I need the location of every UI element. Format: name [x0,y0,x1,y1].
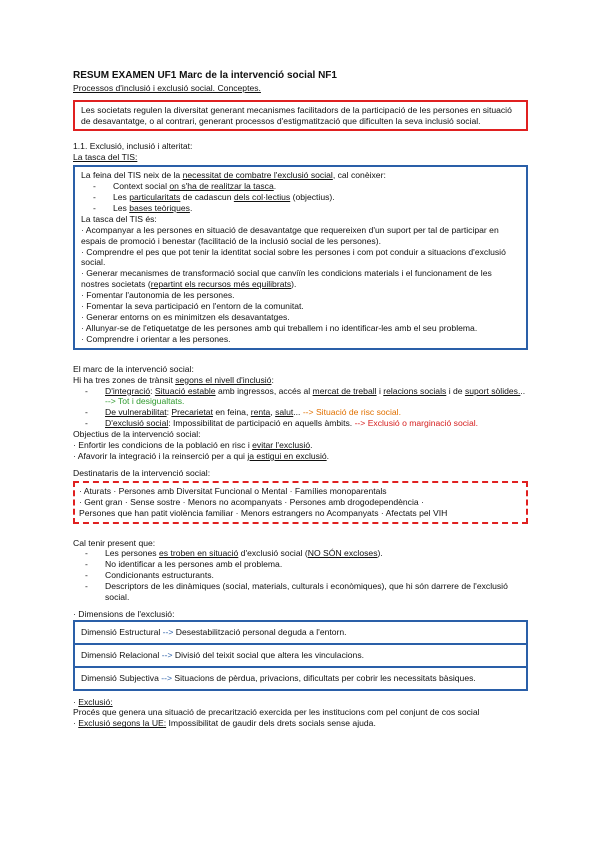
section-heading-1-1: 1.1. Exclusió, inclusió i alteritat: [73,141,193,152]
list-item: - Les particularitats de cadascun dels col·lectius (objectius). [81,192,520,203]
list-item: - Les bases teòriques. [81,203,520,214]
dimension-row: Dimensió Subjectiva --> Situacions de pèrdua, privacions, dificultats per cobrir les necessitats bàsiques. [81,672,476,683]
document-subtitle: Processos d'inclusió i exclusió social. Conceptes. [73,82,261,93]
tis-box [73,165,528,350]
tis-intro: La feina del TIS neix de la necessitat de combatre l'exclusió social, cal conèixer: [81,170,386,181]
zone-exclusio: - D'exclusió social: Impossibilitat de participació en aquells àmbits. --> Exclusió o marginació social. [73,418,528,429]
list-item: - Les persones es troben en situació d'exclusió social (NO SÓN excloses). [73,548,528,559]
objective-item: · Afavorir la integració i la reinserció per a qui ja estigui en exclusió. [73,450,330,461]
document-page [73,70,528,729]
task-item: · Allunyar-se de l'etiquetatge de les persones amb qui treballem i no identificar-les amb el seu problema. [81,322,478,333]
zone-integracio: - D'integració: Situació estable amb ingressos, accés al mercat de treball i relacions socials i de suport sòlides... --> Tot i desigualtats. [73,386,528,408]
exclusio-definition: Procés que genera una situació de precarització exercida per les institucions com pel conjunt de cos social [73,707,480,718]
cal-list [73,548,528,603]
task-item: · Comprendre i orientar a les persones. [81,333,231,344]
list-item: - No identificar a les persones amb el problema. [73,559,528,570]
exclusio-ue: · Exclusió segons la UE: Impossibilitat de gaudir dels drets socials sense ajuda. [73,718,376,729]
list-item: - Descriptors de les dinàmiques (social, materials, culturals i econòmiques), que hi són darrere de l'exclusió social. [73,581,528,603]
dimension-row: Dimensió Relacional --> Divisió del teixit social que altera les vinculacions. [75,645,526,668]
destinataris-box [73,481,528,524]
destinataris-line: · Gent gran · Sense sostre · Menors no acompanyats · Persones amb drogodependència · [79,496,424,507]
intro-box [73,100,528,132]
dimensions-box [73,620,528,691]
task-item: · Generar mecanismes de transformació social que canviïn les condicions materials i el funcionament de les nostres societats (repartint els recursos més equilibrats). [81,268,492,290]
task-item: · Acompanyar a les persones en situació de desavantatge que requereixen d'un suport per tal de participar en espais de promoció i benestar (facilitació de la inclusió social de les persones). [81,224,499,246]
zone-vulnerabilitat: - De vulnerabilitat: Precarietat en feina, renta, salut... --> Situació de risc social. [73,407,528,418]
marc-heading: El marc de la intervenció social: [73,363,194,374]
exclusio-heading: · Exclusió: [73,696,113,707]
list-item: - Condicionants estructurants. [73,570,528,581]
destinataris-line: · Aturats · Persones amb Diversitat Funcional o Mental · Famílies monoparentals [79,485,387,496]
cal-heading: Cal tenir present que: [73,537,156,548]
zones-list [73,386,528,430]
list-item: - Context social on s'ha de realitzar la tasca. [81,181,520,192]
dimensions-heading: · Dimensions de l'exclusió: [73,608,175,619]
task-item: · Fomentar la seva participació en l'entorn de la comunitat. [81,301,304,312]
intro-text: Les societats regulen la diversitat generant mecanismes facilitadors de la participació de les persones en situació de desavantatge, o al contrari, generant processos d'estigmatització que dificulten la seva inclusió social. [81,104,512,126]
section-sub-tasca: La tasca del TIS: [73,152,138,163]
document-title: RESUM EXAMEN UF1 Marc de la intervenció social NF1 [73,70,337,81]
dimension-row: Dimensió Estructural --> Desestabilització personal deguda a l'entorn. [75,622,526,645]
objective-item: · Enfortir les condicions de la població en risc i evitar l'exclusió. [73,440,313,451]
destinataris-heading: Destinataris de la intervenció social: [73,467,211,478]
task-item: · Fomentar l'autonomia de les persones. [81,290,235,301]
destinataris-line: Persones que han patit violència familiar · Menors estrangers no Acompanyats · Afectats pel VIH [79,507,448,518]
task-item: · Generar entorns on es minimitzen els desavantatges. [81,312,290,322]
tasca-label: La tasca del TIS és: [81,213,157,224]
objectius-heading: Objectius de la intervenció social: [73,429,201,440]
zones-intro: Hi ha tres zones de trànsit segons el nivell d'inclusió: [73,374,274,385]
task-item: · Comprendre el pes que pot tenir la identitat social sobre les persones i com pot conduir a situacions d'exclusió social. [81,246,506,268]
tis-knowledge-list [81,181,520,214]
